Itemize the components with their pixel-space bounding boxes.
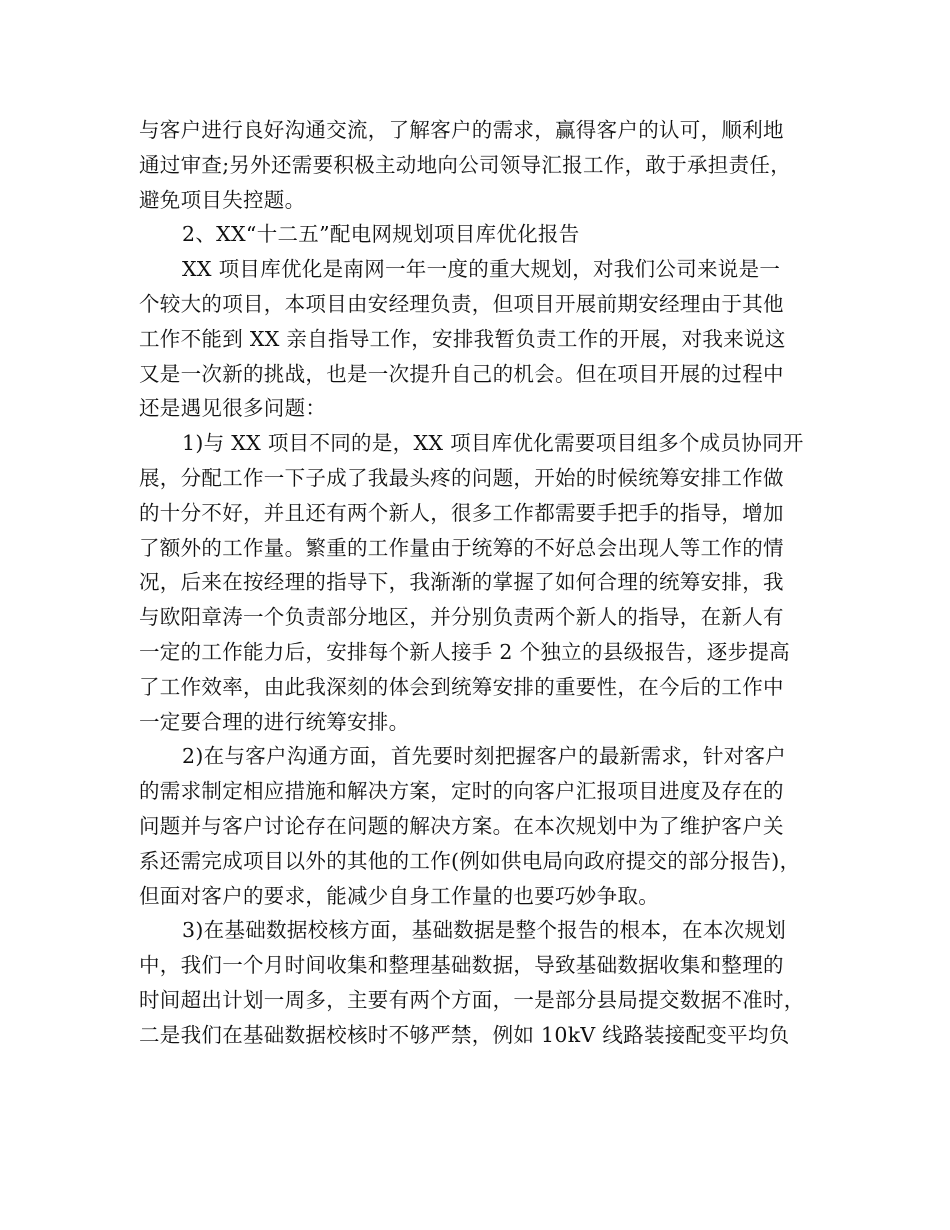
text-line: 还是遇见很多问题： xyxy=(139,396,327,421)
text-line: 1)与 XX 项目不同的是，XX 项目库优化需要项目组多个成员协同开 xyxy=(182,431,804,456)
text-line: XX 项目库优化是南网一年一度的重大规划，对我们公司来说是一 xyxy=(182,257,781,282)
text-line: 况，后来在按经理的指导下，我渐渐的掌握了如何合理的统筹安排，我 xyxy=(139,570,784,595)
text-line: 一定要合理的进行统筹安排。 xyxy=(139,709,410,734)
text-line: 通过审查;另外还需要积极主动地向公司领导汇报工作，敢于承担责任， xyxy=(139,152,792,177)
text-line: 又是一次新的挑战，也是一次提升自己的机会。但在项目开展的过程中 xyxy=(139,361,784,386)
text-line: 与客户进行良好沟通交流，了解客户的需求，赢得客户的认可，顺利地 xyxy=(139,118,784,142)
text-line: 展，分配工作一下子成了我最头疼的问题，开始的时候统筹安排工作做 xyxy=(139,465,784,490)
text-line: 个较大的项目，本项目由安经理负责，但项目开展前期安经理由于其他 xyxy=(139,291,784,316)
text-line: 工作不能到 XX 亲自指导工作，安排我暂负责工作的开展，对我来说这 xyxy=(139,326,786,351)
text-line: 的需求制定相应措施和解决方案，定时的向客户汇报项目进度及存在的 xyxy=(139,779,784,804)
text-line: 避免项目失控题。 xyxy=(139,187,306,212)
text-line: 2)在与客户沟通方面，首先要时刻把握客户的最新需求，针对客户 xyxy=(182,744,787,769)
section-heading: 2、XX“十二五”配电网规划项目库优化报告 xyxy=(182,222,580,247)
text-line: 二是我们在基础数据校核时不够严禁，例如 10kV 线路装接配变平均负 xyxy=(139,1022,790,1047)
text-line: 的十分不好，并且还有两个新人，很多工作都需要手把手的指导，增加 xyxy=(139,500,784,525)
document-body xyxy=(139,113,829,1053)
text-line: 系还需完成项目以外的其他的工作(例如供电局向政府提交的部分报告)， xyxy=(139,848,801,873)
text-line: 中，我们一个月时间收集和整理基础数据，导致基础数据收集和整理的 xyxy=(139,953,784,978)
text-line: 3)在基础数据校核方面，基础数据是整个报告的根本，在本次规划 xyxy=(182,918,787,943)
text-line: 时间超出计划一周多，主要有两个方面，一是部分县局提交数据不准时， xyxy=(139,987,805,1012)
text-line: 与欧阳章涛一个负责部分地区，并分别负责两个新人的指导，在新人有 xyxy=(139,605,784,630)
text-line: 一定的工作能力后，安排每个新人接手 2 个独立的县级报告，逐步提高 xyxy=(139,639,790,664)
text-line: 了工作效率，由此我深刻的体会到统筹安排的重要性，在今后的工作中 xyxy=(139,674,784,699)
text-line: 了额外的工作量。繁重的工作量由于统筹的不好总会出现人等工作的情 xyxy=(139,535,784,560)
text-line: 问题并与客户讨论存在问题的解决方案。在本次规划中为了维护客户关 xyxy=(139,813,784,838)
text-line: 但面对客户的要求，能减少自身工作量的也要巧妙争取。 xyxy=(139,883,659,908)
